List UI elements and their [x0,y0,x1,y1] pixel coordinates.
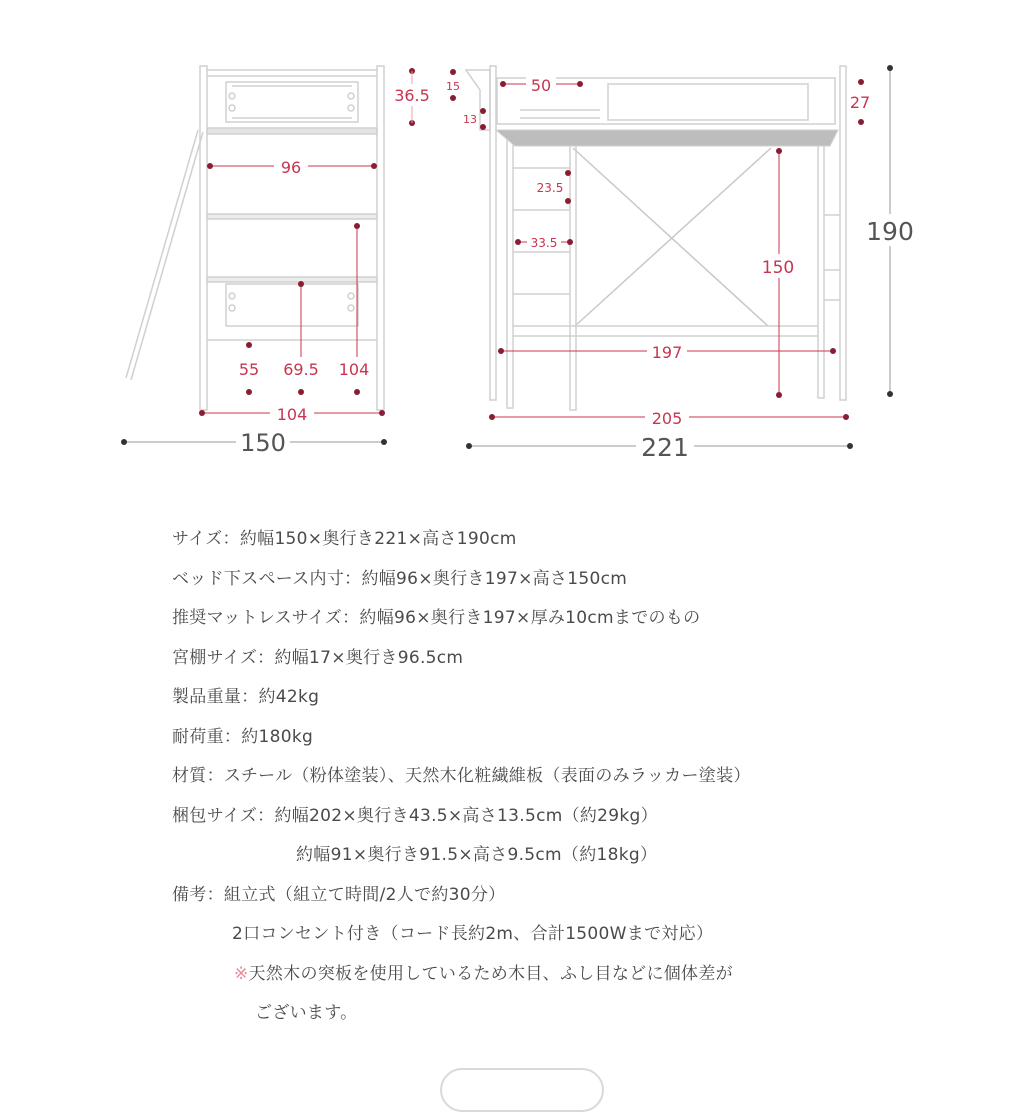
dim-shelf-mid: 69.5 [283,360,319,379]
dim-total-length: 221 [641,433,689,462]
dim-shelf-high: 104 [338,360,370,379]
side-view-drawing [126,66,384,410]
dim-total-width: 150 [240,429,286,457]
spec-package-1: 梱包サイズ：約幅202×奥行き43.5×高さ13.5cm（約29kg） [172,805,658,826]
spec-under-space: ベッド下スペース内寸：約幅96×奥行き197×高さ150cm [172,568,628,589]
dim-ladder-step: 23.5 [536,181,564,195]
spec-remarks-1: 備考：組立式（組立て時間/2人で約30分） [172,884,506,905]
spec-remarks-2: 2口コンセント付き（コード長約2m、合計1500Wまで対応） [232,924,714,944]
side-view-dimensions [121,68,433,457]
spec-size: サイズ：約幅150×奥行き221×高さ190cm [172,529,517,549]
spec-list [172,525,972,1039]
dim-base-length: 205 [651,409,683,428]
dim-shelf-bottom: 13 [463,113,477,126]
dim-inner-width: 96 [280,158,302,177]
spec-load: 耐荷重：約180kg [172,726,314,747]
note-mark: ※ [234,963,249,984]
spec-shelf: 宮棚サイズ：約幅17×奥行き96.5cm [172,647,464,668]
spec-package-2: 約幅91×奥行き91.5×高さ9.5cm（約18kg） [296,845,658,865]
dim-shelf-width: 50 [530,76,552,95]
dim-under-height: 150 [761,258,795,278]
dim-ladder-width: 33.5 [530,236,558,250]
dim-inner-length: 197 [651,343,683,362]
dim-guard-height: 27 [849,93,871,112]
spec-mattress: 推奨マットレスサイズ：約幅96×奥行き197×厚み10cmまでのもの [172,608,701,628]
loft-bed-dimension-diagram [0,0,1020,480]
spec-weight: 製品重量：約42kg [172,687,320,707]
spec-note [172,960,972,1000]
dim-base-width: 104 [276,405,308,424]
note-line-2: ございます。 [255,1003,358,1023]
dim-total-height: 190 [866,217,914,246]
dim-shelf-low: 55 [238,360,260,379]
dim-shelf-top: 15 [446,80,460,93]
bottom-pill-button[interactable] [440,1068,604,1112]
spec-material: 材質：スチール（粉体塗装）、天然木化粧繊維板（表面のみラッカー塗装） [172,766,751,786]
note-line-1: 天然木の突板を使用しているため木目、ふし目などに個体差が [248,963,733,984]
dim-rail-height: 36.5 [394,86,430,105]
bed-deck [496,130,838,146]
